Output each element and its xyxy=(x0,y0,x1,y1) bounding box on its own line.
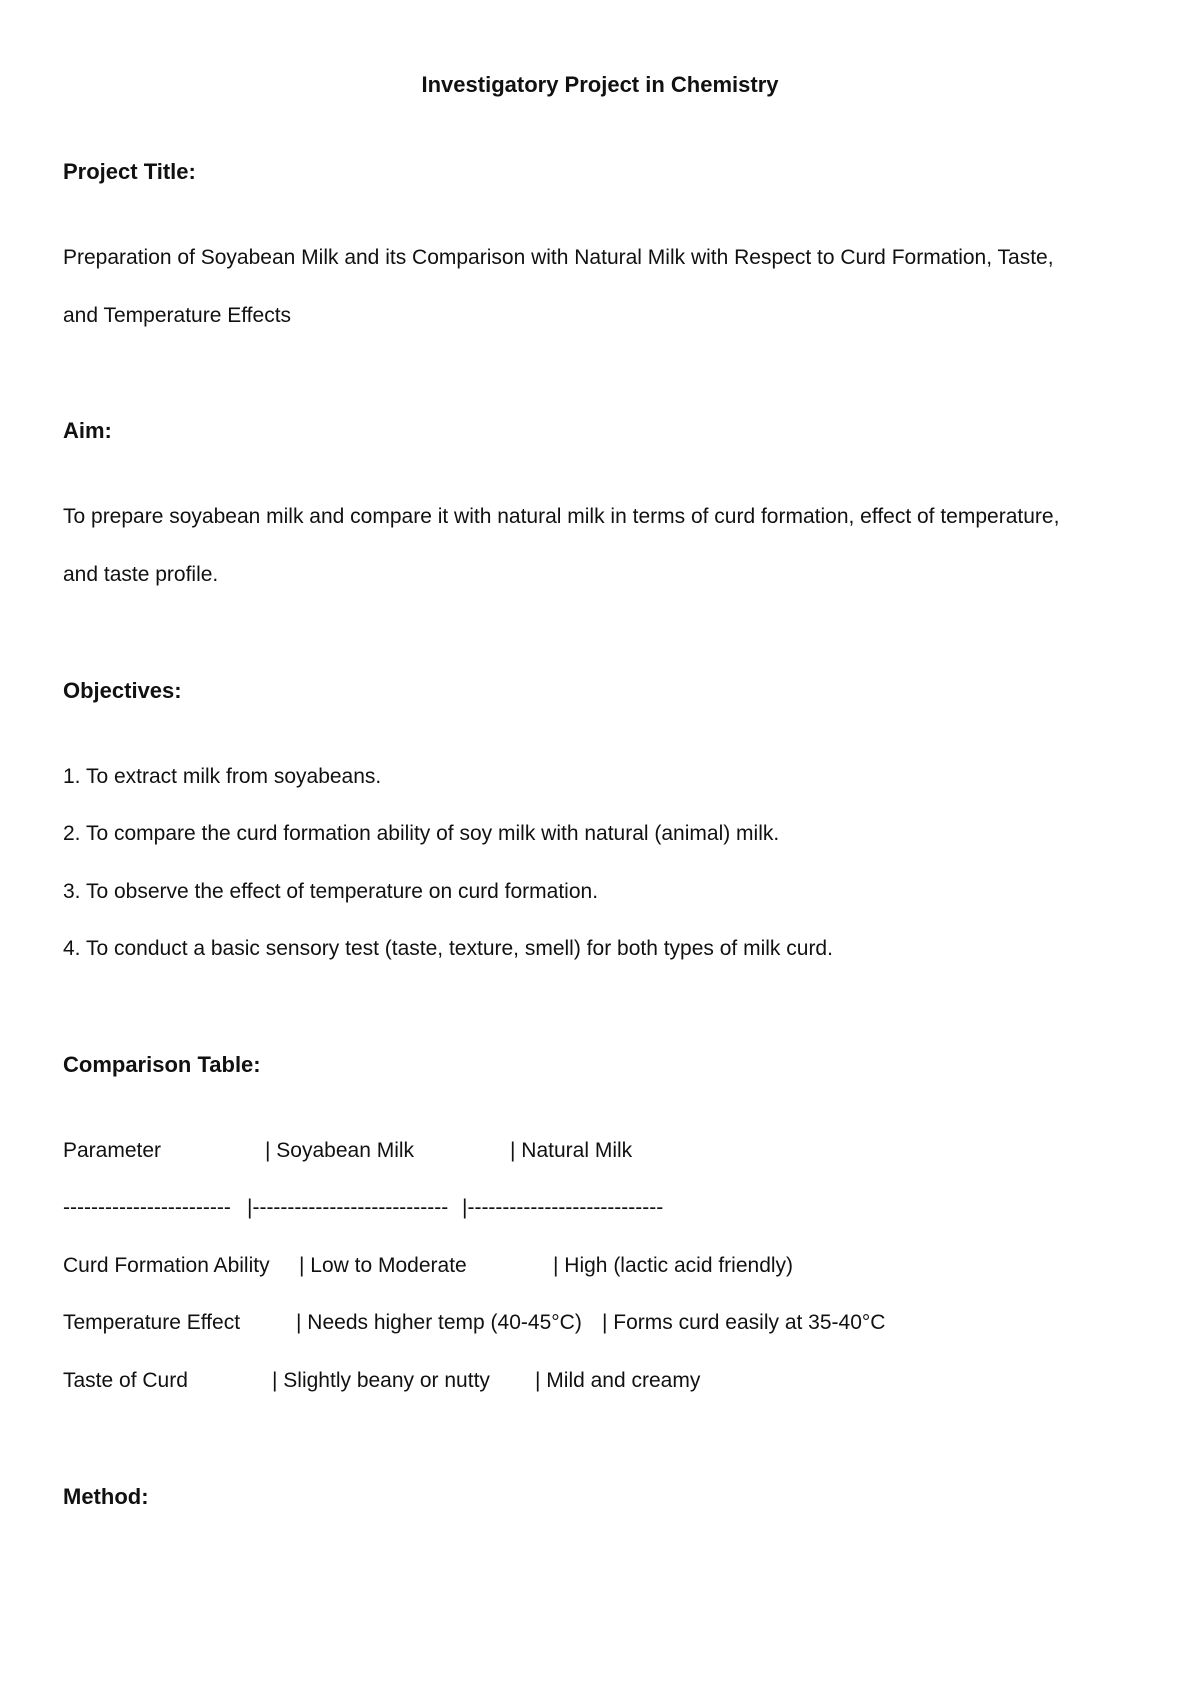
objective-item: 1. To extract milk from soyabeans. xyxy=(63,765,382,788)
table-cell: | Mild and creamy xyxy=(535,1369,701,1392)
objective-item: 2. To compare the curd formation ability of soy milk with natural (animal) milk. xyxy=(63,822,780,845)
project-title-heading: Project Title: xyxy=(63,159,196,184)
objective-item: 3. To observe the effect of temperature on curd formation. xyxy=(63,880,599,903)
aim-heading: Aim: xyxy=(63,418,112,443)
aim-line: To prepare soyabean milk and compare it with natural milk in terms of curd formation, effect of temperature, xyxy=(63,505,1060,528)
table-separator-cell: |---------------------------- xyxy=(462,1196,664,1219)
table-cell: Curd Formation Ability xyxy=(63,1254,270,1277)
table-header-cell: Parameter xyxy=(63,1139,162,1162)
objectives-heading: Objectives: xyxy=(63,678,182,703)
aim-line: and taste profile. xyxy=(63,563,219,586)
document-title: Investigatory Project in Chemistry xyxy=(421,72,779,97)
table-cell: | High (lactic acid friendly) xyxy=(553,1254,794,1277)
project-title-line: and Temperature Effects xyxy=(63,304,292,327)
table-cell: | Forms curd easily at 35-40°C xyxy=(602,1311,886,1334)
objective-item: 4. To conduct a basic sensory test (taste, texture, smell) for both types of milk curd. xyxy=(63,937,833,960)
table-header-cell: | Soyabean Milk xyxy=(265,1139,415,1162)
table-cell: | Slightly beany or nutty xyxy=(272,1369,490,1392)
table-header-cell: | Natural Milk xyxy=(510,1139,633,1162)
project-title-line: Preparation of Soyabean Milk and its Comparison with Natural Milk with Respect to Curd Formation, Taste, xyxy=(63,246,1054,269)
table-cell: Temperature Effect xyxy=(63,1311,241,1334)
table-cell: | Low to Moderate xyxy=(299,1254,467,1277)
table-cell: Taste of Curd xyxy=(63,1369,188,1392)
table-separator-cell: |---------------------------- xyxy=(247,1196,449,1219)
method-heading: Method: xyxy=(63,1484,149,1509)
table-separator-cell: ------------------------ xyxy=(63,1196,231,1219)
table-cell: | Needs higher temp (40-45°C) xyxy=(296,1311,582,1334)
comparison-heading: Comparison Table: xyxy=(63,1052,261,1077)
